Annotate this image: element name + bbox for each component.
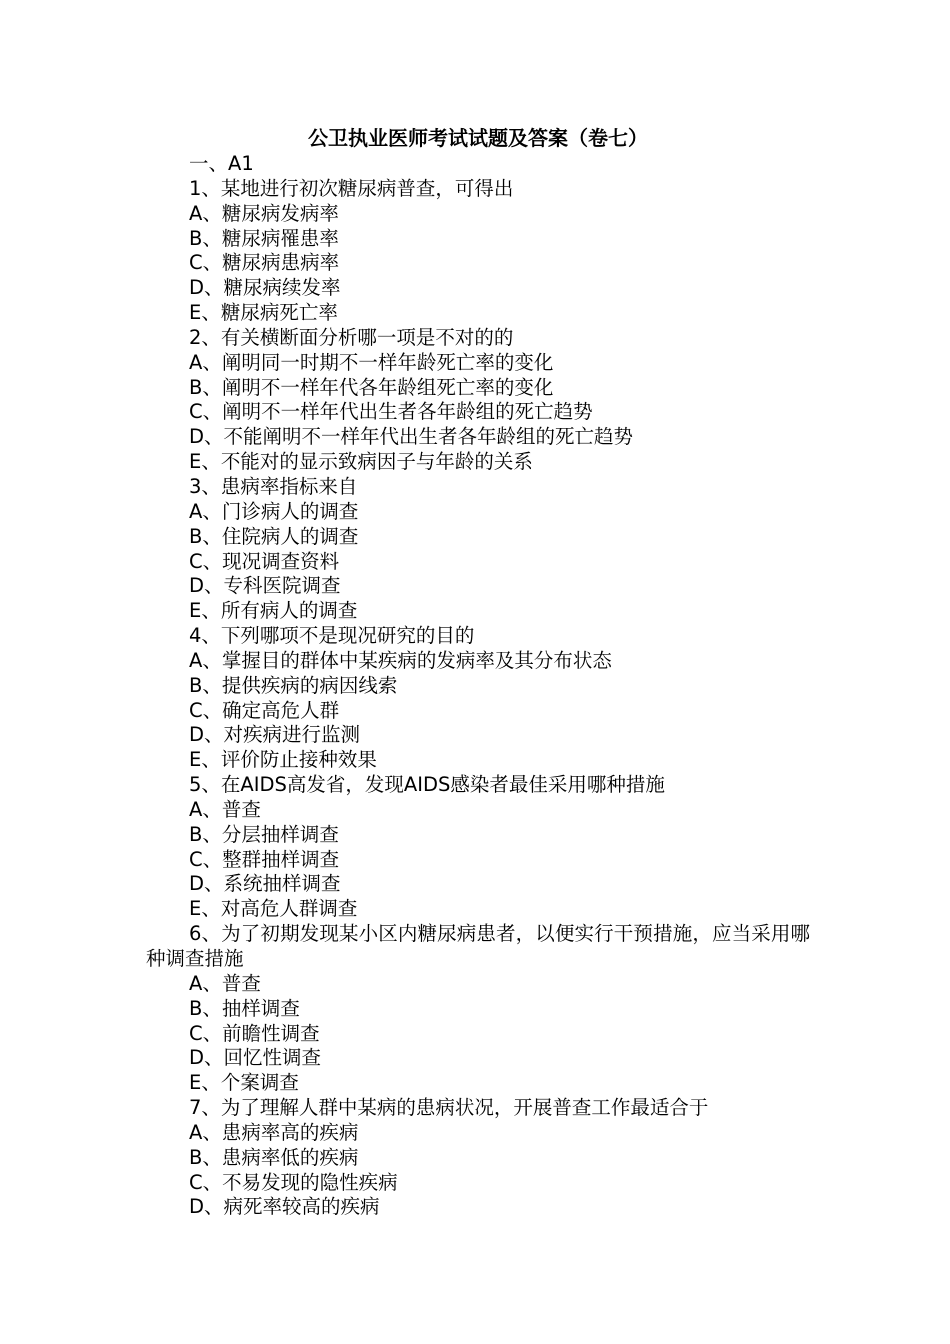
section-heading: 一、A1: [189, 152, 254, 175]
question-5-option-e: E、对高危人群调查: [189, 897, 358, 921]
question-7-option-a: A、患病率高的疾病: [189, 1120, 359, 1144]
question-6-option-a: A、普查: [189, 971, 261, 995]
question-5-option-c: C、整群抽样调查: [189, 847, 340, 871]
question-1-option-e: E、糖尿病死亡率: [189, 301, 338, 325]
question-1-option-c: C、糖尿病患病率: [189, 251, 340, 275]
question-3-option-a: A、门诊病人的调查: [189, 499, 359, 523]
question-2: 2、有关横断面分析哪一项是不对的的: [189, 325, 514, 349]
question-4-option-a: A、掌握目的群体中某疾病的发病率及其分布状态: [189, 648, 612, 672]
question-3: 3、患病率指标来自: [189, 474, 358, 498]
question-4-option-c: C、确定高危人群: [189, 698, 340, 722]
question-3-option-d: D、专科医院调查: [189, 574, 341, 598]
question-7-option-c: C、不易发现的隐性疾病: [189, 1170, 398, 1194]
question-2-option-c: C、阐明不一样年代出生者各年龄组的死亡趋势: [189, 400, 593, 424]
question-2-option-e: E、不能对的显示致病因子与年龄的关系: [189, 450, 533, 474]
question-1: 1、某地进行初次糖尿病普查，可得出: [189, 176, 514, 200]
question-7-option-b: B、患病率低的疾病: [189, 1145, 359, 1169]
question-3-option-e: E、所有病人的调查: [189, 599, 358, 623]
question-6-option-e: E、个案调查: [189, 1071, 299, 1095]
question-7: 7、为了理解人群中某病的患病状况，开展普查工作最适合于: [189, 1096, 709, 1120]
question-6-option-b: B、抽样调查: [189, 996, 300, 1020]
document-title: 公卫执业医师考试试题及答案（卷七）: [308, 126, 648, 150]
question-2-option-b: B、阐明不一样年代各年龄组死亡率的变化: [189, 375, 554, 399]
question-3-option-c: C、现况调查资料: [189, 549, 340, 573]
question-1-option-b: B、糖尿病罹患率: [189, 226, 339, 250]
question-3-option-b: B、住院病人的调查: [189, 524, 359, 548]
question-5-option-d: D、系统抽样调查: [189, 872, 341, 896]
question-5-option-a: A、普查: [189, 797, 261, 821]
question-1-option-d: D、糖尿病续发率: [189, 276, 341, 300]
question-1-option-a: A、糖尿病发病率: [189, 201, 339, 225]
question-2-option-a: A、阐明同一时期不一样年龄死亡率的变化: [189, 350, 554, 374]
question-7-option-d: D、病死率较高的疾病: [189, 1195, 380, 1219]
question-4: 4、下列哪项不是现况研究的目的: [189, 624, 475, 648]
question-4-option-d: D、对疾病进行监测: [189, 723, 361, 747]
question-6: 6、为了初期发现某小区内糖尿病患者，以便实行干预措施，应当采用哪种调查措施: [146, 922, 810, 970]
question-2-option-d: D、不能阐明不一样年代出生者各年龄组的死亡趋势: [189, 425, 634, 449]
question-5: 5、在AIDS高发省，发现AIDS感染者最佳采用哪种措施: [189, 773, 665, 797]
question-5-option-b: B、分层抽样调查: [189, 822, 339, 846]
document-page: [146, 124, 810, 1220]
question-6-option-c: C、前瞻性调查: [189, 1021, 320, 1045]
question-6-option-d: D、回忆性调查: [189, 1046, 322, 1070]
question-4-option-e: E、评价防止接种效果: [189, 748, 377, 772]
question-4-option-b: B、提供疾病的病因线索: [189, 673, 398, 697]
